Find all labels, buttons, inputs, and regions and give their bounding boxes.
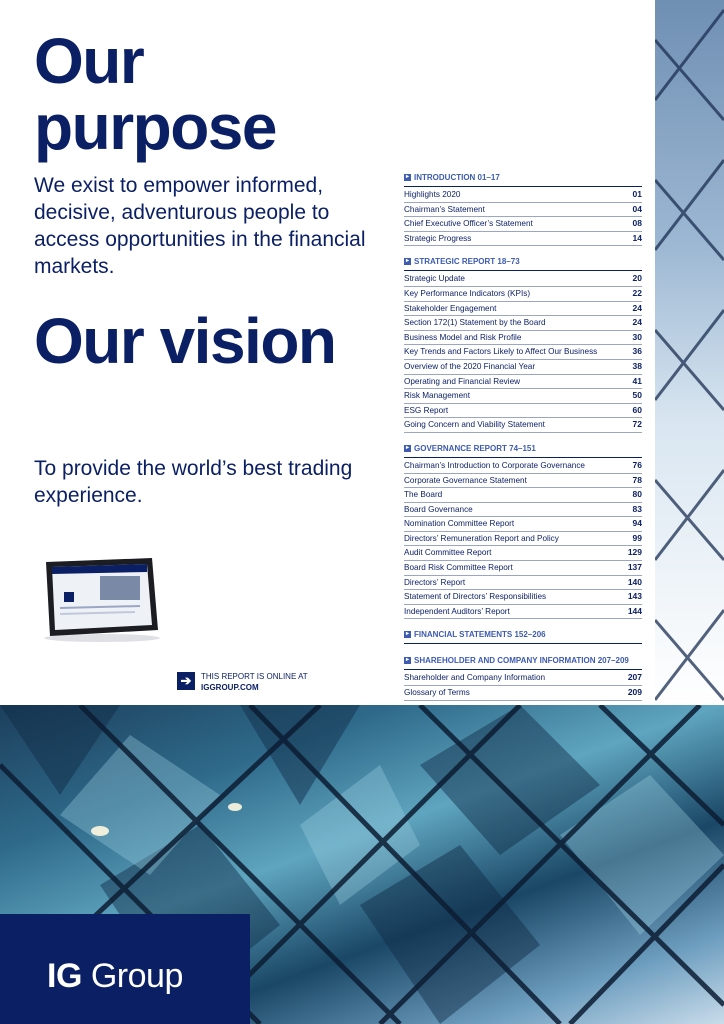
toc-row-label: Board Governance xyxy=(404,504,473,514)
toc-row-label: Operating and Financial Review xyxy=(404,376,521,386)
vision-heading: Our vision xyxy=(34,305,336,377)
ig-group-logo xyxy=(47,956,183,996)
toc-row-label: Chairman’s Statement xyxy=(404,204,485,214)
toc-row-label: Risk Management xyxy=(404,391,470,401)
toc-row-label: Overview of the 2020 Financial Year xyxy=(404,361,536,371)
toc-row[interactable] xyxy=(404,331,642,346)
vision-statement: To provide the world’s best trading experience. xyxy=(34,457,353,507)
toc-row[interactable] xyxy=(404,360,642,375)
section-arrow-icon: ▸ xyxy=(405,631,409,638)
toc-row-page: 83 xyxy=(632,503,642,514)
toc-row-page: 76 xyxy=(632,459,642,470)
toc-section-strategic[interactable] xyxy=(404,256,642,271)
tablet-image xyxy=(40,556,160,644)
toc-row-label: Stakeholder Engagement xyxy=(404,303,497,313)
toc-row-page: 137 xyxy=(627,562,642,573)
toc-row[interactable] xyxy=(404,316,642,331)
toc-row[interactable] xyxy=(404,488,642,503)
purpose-heading: Our purpose xyxy=(34,25,276,163)
toc-section-title: FINANCIAL STATEMENTS 152–206 xyxy=(414,630,546,640)
toc-row-page: 14 xyxy=(632,232,642,243)
toc-row-page: 01 xyxy=(632,189,642,199)
toc-row-label: Shareholder and Company Information xyxy=(404,673,546,683)
toc-row[interactable] xyxy=(404,203,642,218)
toc-row-label: Key Trends and Factors Likely to Affect Our Business xyxy=(404,347,598,357)
online-report-text xyxy=(201,671,308,693)
toc-row-page: 38 xyxy=(632,360,642,371)
toc-gap xyxy=(404,246,642,256)
toc-row[interactable] xyxy=(404,375,642,390)
toc-row-page: 72 xyxy=(632,419,642,430)
toc-row[interactable] xyxy=(404,517,642,532)
toc-row-label: Strategic Progress xyxy=(404,233,472,243)
toc-row-page: 60 xyxy=(632,404,642,415)
logo-group: Group xyxy=(90,957,183,995)
toc-row-page: 144 xyxy=(627,605,642,616)
toc-row-page: 41 xyxy=(632,375,642,386)
toc-row[interactable] xyxy=(404,389,642,404)
toc-row-label: Key Performance Indicators (KPIs) xyxy=(404,288,531,298)
toc-row[interactable] xyxy=(404,576,642,591)
toc-row-label: Strategic Update xyxy=(404,274,465,284)
toc-row-page: 140 xyxy=(627,576,642,587)
toc-row-label: Directors’ Report xyxy=(404,577,466,587)
toc-row[interactable] xyxy=(404,546,642,561)
toc-row[interactable] xyxy=(404,272,642,287)
toc-row-label: The Board xyxy=(404,490,443,500)
toc-section-title: GOVERNANCE REPORT 74–151 xyxy=(414,443,536,453)
toc-row[interactable] xyxy=(404,474,642,489)
toc-row-label: Statement of Directors’ Responsibilities xyxy=(404,592,547,602)
toc-section-governance[interactable] xyxy=(404,443,642,458)
toc-row[interactable] xyxy=(404,302,642,317)
toc-row-label: ESG Report xyxy=(404,405,449,415)
toc-row-label: Going Concern and Viability Statement xyxy=(404,420,545,430)
toc-row-page: 99 xyxy=(632,532,642,543)
toc-row-page: 129 xyxy=(627,547,642,558)
toc-row[interactable] xyxy=(404,686,642,701)
toc-row-label: Chief Executive Officer’s Statement xyxy=(404,219,533,229)
toc-row[interactable] xyxy=(404,459,642,474)
toc-row-page: 08 xyxy=(632,218,642,229)
toc-row-label: Corporate Governance Statement xyxy=(404,475,527,485)
toc-row-label: Audit Committee Report xyxy=(404,548,492,558)
logo-ig: IG xyxy=(47,957,82,995)
toc-row-label: Highlights 2020 xyxy=(404,190,461,199)
toc-row[interactable] xyxy=(404,561,642,576)
toc-section-introduction[interactable] xyxy=(404,172,642,187)
toc-row-page: 24 xyxy=(632,317,642,328)
section-arrow-icon: ▸ xyxy=(405,657,409,664)
toc-row-page: 24 xyxy=(632,302,642,313)
section-arrow-icon: ▸ xyxy=(405,258,409,265)
toc-row-label: Section 172(1) Statement by the Board xyxy=(404,318,546,328)
toc-row[interactable] xyxy=(404,287,642,302)
section-arrow-icon: ▸ xyxy=(405,174,409,180)
building-facade-right xyxy=(655,0,724,705)
toc-row-page: 78 xyxy=(632,474,642,485)
toc-row-label: Chairman’s Introduction to Corporate Governance xyxy=(404,460,585,470)
toc-row-page: 143 xyxy=(627,591,642,602)
toc-row[interactable] xyxy=(404,188,642,203)
toc-row-page: 20 xyxy=(632,273,642,284)
toc-row[interactable] xyxy=(404,404,642,419)
toc-row-label: Independent Auditors’ Report xyxy=(404,606,510,616)
toc-row-label: Directors’ Remuneration Report and Policy xyxy=(404,533,559,543)
toc-row[interactable] xyxy=(404,605,642,620)
toc-row-label: Business Model and Risk Profile xyxy=(404,332,522,342)
toc-row-page: 94 xyxy=(632,518,642,529)
toc-section-title: STRATEGIC REPORT 18–73 xyxy=(414,257,520,267)
toc-section-title: INTRODUCTION 01–17 xyxy=(414,173,500,182)
toc-row[interactable] xyxy=(404,590,642,605)
section-arrow-icon: ▸ xyxy=(405,444,409,451)
online-report-line: THIS REPORT IS ONLINE AT xyxy=(201,672,308,681)
toc-row-page: 36 xyxy=(632,346,642,357)
toc-row-page: 30 xyxy=(632,331,642,342)
ig-group-logo-box xyxy=(0,914,250,1024)
toc-row[interactable] xyxy=(404,232,642,247)
arrow-right-icon: ➔ xyxy=(177,672,195,690)
toc-row-page: 50 xyxy=(632,390,642,401)
toc-row-page: 207 xyxy=(627,672,642,683)
toc-row-label: Glossary of Terms xyxy=(404,688,470,698)
toc-row[interactable] xyxy=(404,503,642,518)
toc-gap xyxy=(404,645,642,655)
facade-lattice-right xyxy=(655,0,724,705)
purpose-statement: We exist to empower informed, decisive, adventurous people to access opportunities in the financial markets. xyxy=(34,174,366,278)
toc-row[interactable] xyxy=(404,217,642,232)
toc-gap xyxy=(404,433,642,443)
toc-section-financial[interactable] xyxy=(404,629,642,644)
toc-row-page: 209 xyxy=(627,687,642,698)
toc-gap xyxy=(404,619,642,629)
online-report-link[interactable] xyxy=(177,670,347,694)
online-report-url[interactable]: IGGROUP.COM xyxy=(201,683,259,692)
toc-row[interactable] xyxy=(404,345,642,360)
tablet-illustration xyxy=(40,556,160,644)
toc-row-page: 04 xyxy=(632,203,642,214)
toc-row-page: 22 xyxy=(632,287,642,298)
toc-row-page: 80 xyxy=(632,489,642,500)
toc-row-label: Board Risk Committee Report xyxy=(404,563,513,573)
toc-section-title: SHAREHOLDER AND COMPANY INFORMATION 207–209 xyxy=(414,656,629,666)
toc-row[interactable] xyxy=(404,418,642,433)
toc-row[interactable] xyxy=(404,532,642,547)
toc-row[interactable] xyxy=(404,671,642,686)
toc-row-label: Nomination Committee Report xyxy=(404,519,515,529)
toc-section-shareholder[interactable] xyxy=(404,655,642,670)
table-of-contents xyxy=(404,172,642,701)
